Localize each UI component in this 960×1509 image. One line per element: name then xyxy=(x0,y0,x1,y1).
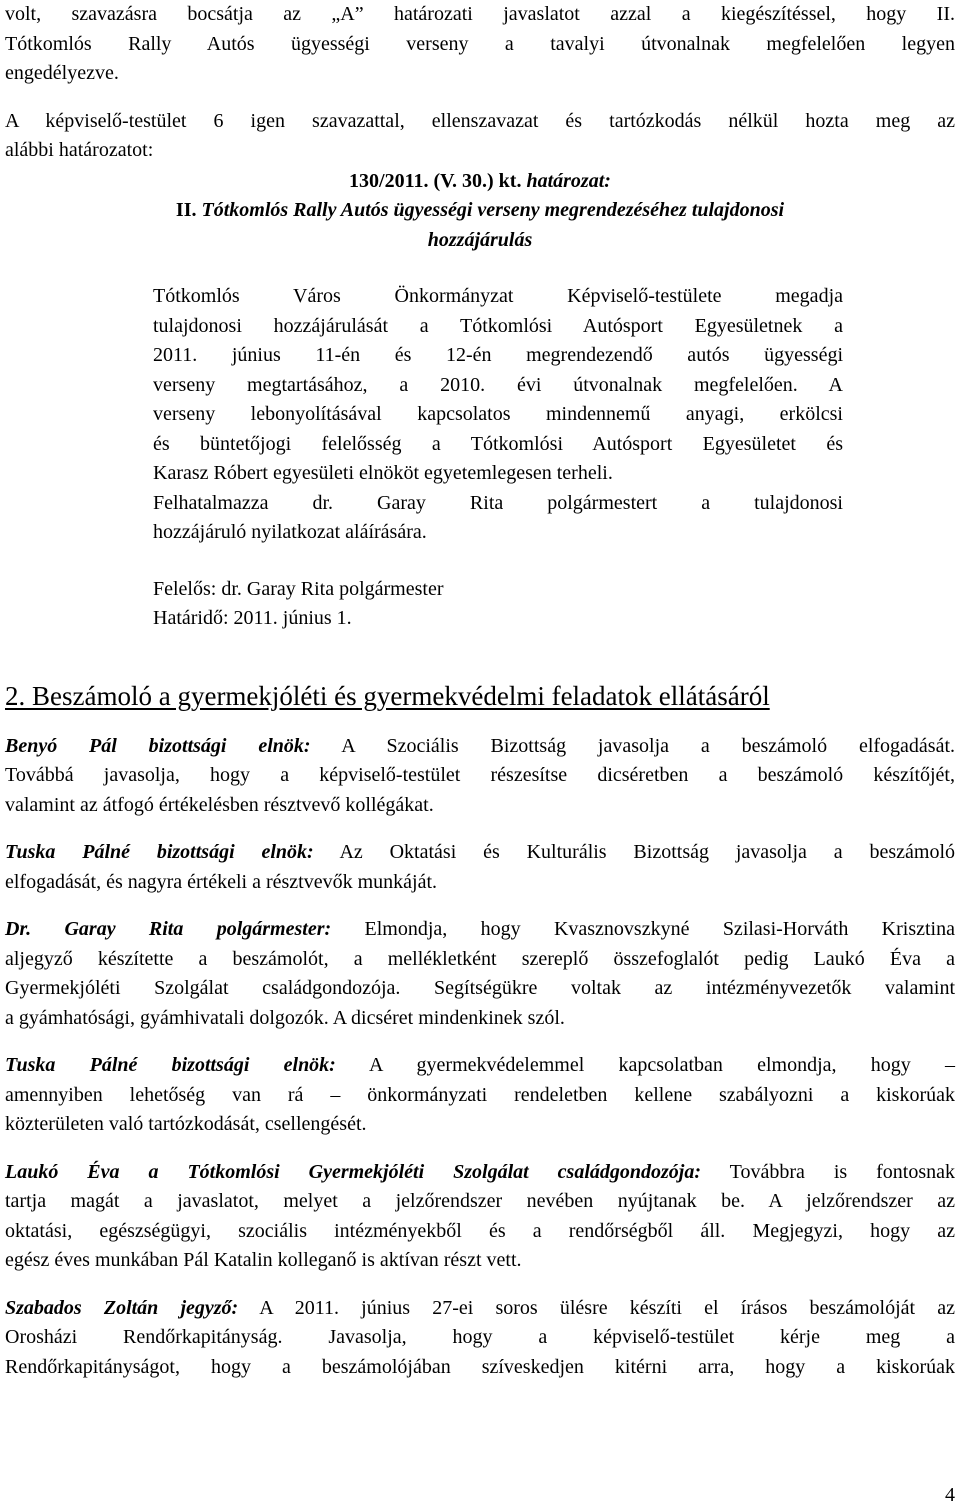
speech-line: Továbbá javasolja, hogy a képviselő-testület részesítse dicséretben a beszámoló készítőjét, xyxy=(5,764,955,786)
vote-line-1: A képviselő-testület 6 igen szavazattal, ellenszavazat és tartózkodás nélkül hozta meg az xyxy=(5,109,955,132)
speech-line: tartja magát a javaslatot, melyet a jelzőrendszer nevében nyújtanak be. A jelzőrendszer az xyxy=(5,1190,955,1212)
speech-paragraph: Benyó Pál bizottsági elnök: A Szociális Bizottság javasolja a beszámoló elfogadását. xyxy=(5,734,956,757)
resolution-body-line: Karasz Róbert egyesületi elnököt egyetemlegesen terheli. xyxy=(153,462,613,484)
speech-paragraph: Szabados Zoltán jegyző: A 2011. június 27-ei soros ülésre készíti el írásos beszámolóját az xyxy=(5,1296,955,1319)
vote-line-2: alábbi határozatot: xyxy=(5,139,154,161)
speech-line: elfogadását, és nagyra értékeli a résztvevők munkáját. xyxy=(5,870,438,893)
resolution-body-line: Tótkomlós Város Önkormányzat Képviselő-testülete megadja xyxy=(153,285,843,307)
resolution-body-line: Felhatalmazza dr. Garay Rita polgármestert a tulajdonosi xyxy=(153,491,843,514)
speech-paragraph: Dr. Garay Rita polgármester: Elmondja, hogy Kvasznovszkyné Szilasi-Horváth Krisztina xyxy=(5,918,955,940)
speech-line: Rendőrkapitányságot, hogy a beszámolójában szíveskedjen kitérni arra, hogy a kiskorúak xyxy=(5,1355,955,1378)
resolution-body-line: hozzájáruló nyilatkozat aláírására. xyxy=(153,521,427,543)
intro-line-1: volt, szavazásra bocsátja az „A” határozati javaslatot azzal a kiegészítéssel, hogy II. xyxy=(5,3,955,25)
resolution-body-line: verseny megtartásához, a 2010. évi útvonalnak megfelelően. A xyxy=(153,373,843,396)
speech-paragraph: Tuska Pálné bizottsági elnök: A gyermekvédelemmel kapcsolatban elmondja, hogy – xyxy=(5,1054,955,1076)
speech-line: közterületen való tartózkodását, csellengését. xyxy=(5,1113,367,1135)
resolution-body-line: és büntetőjogi felelősség a Tótkomlósi Autósport Egyesületet és xyxy=(153,432,843,455)
resolution-body-line: tulajdonosi hozzájárulását a Tótkomlósi Autósport Egyesületnek a xyxy=(153,314,843,337)
speech-line: valamint az átfogó értékelésben résztvevő kollégákat. xyxy=(5,793,434,816)
speech-line: Orosházi Rendőrkapitányság. Javasolja, hogy a képviselő-testület kérje meg a xyxy=(5,1326,955,1348)
speech-line: aljegyző készítette a beszámolót, a mellékletként szereplő összefoglalót pedig Laukó Éva a xyxy=(5,947,955,970)
resolution-number: 130/2011. (V. 30.) kt. határozat: xyxy=(349,169,611,192)
resolution-body-line: verseny lebonyolításával kapcsolatos mindennemű anyagi, erkölcsi xyxy=(153,403,843,425)
intro-line-3: engedélyezve. xyxy=(5,62,119,84)
speech-line: amennyiben lehetőség van rá – önkormányzati rendeletben kellene szabályozni a kiskorúak xyxy=(5,1083,955,1106)
speech-line: egész éves munkában Pál Katalin kolleganő is aktívan részt vett. xyxy=(5,1249,522,1271)
resolution-body xyxy=(153,282,843,634)
resolution-body-line: 2011. június 11-én és 12-én megrendezendő autós ügyességi xyxy=(153,344,843,366)
speaker-name: Szabados Zoltán jegyző: xyxy=(5,1296,239,1319)
speech-line: Gyermekjóléti Szolgálat családgondozója. Segítségükre voltak az intézményvezetők valamint xyxy=(5,977,955,999)
speaker-name: Dr. Garay Rita polgármester: xyxy=(5,918,332,940)
speaker-name: Tuska Pálné bizottsági elnök: xyxy=(5,841,314,863)
resolution-title-line-1: II. Tótkomlós Rally Autós ügyességi verseny megrendezéséhez tulajdonosi xyxy=(175,199,785,221)
section-2-heading: 2. Beszámoló a gyermekjóléti és gyermekvédelmi feladatok ellátásáról xyxy=(5,680,770,711)
speech-line: oktatási, egészségügyi, szociális intézményekből és a rendőrségből áll. Megjegyzi, hogy az xyxy=(5,1219,955,1242)
resolution-title-line-2: hozzájárulás xyxy=(427,228,533,251)
speech-paragraph: Tuska Pálné bizottsági elnök: Az Oktatási és Kulturális Bizottság javasolja a beszámoló xyxy=(5,841,955,863)
speaker-name: Benyó Pál bizottsági elnök: xyxy=(5,734,311,757)
page-number: 4 xyxy=(945,1484,955,1506)
speaker-name: Tuska Pálné bizottsági elnök: xyxy=(5,1054,336,1076)
speech-paragraph: Laukó Éva a Tótkomlósi Gyermekjóléti Szolgálat családgondozója: Továbbra is fontosnak xyxy=(5,1160,956,1183)
speaker-name: Laukó Éva a Tótkomlósi Gyermekjóléti Szolgálat családgondozója: xyxy=(5,1160,702,1183)
intro-line-2: Tótkomlós Rally Autós ügyességi verseny a tavalyi útvonalnak megfelelően legyen xyxy=(5,32,955,55)
resolution-responsible: Felelős: dr. Garay Rita polgármester xyxy=(153,577,444,600)
resolution-deadline: Határidő: 2011. június 1. xyxy=(153,607,352,629)
speech-line: a gyámhatósági, gyámhivatali dolgozók. A dicséret mindenkinek szól. xyxy=(5,1006,565,1029)
document-page xyxy=(5,0,955,1382)
